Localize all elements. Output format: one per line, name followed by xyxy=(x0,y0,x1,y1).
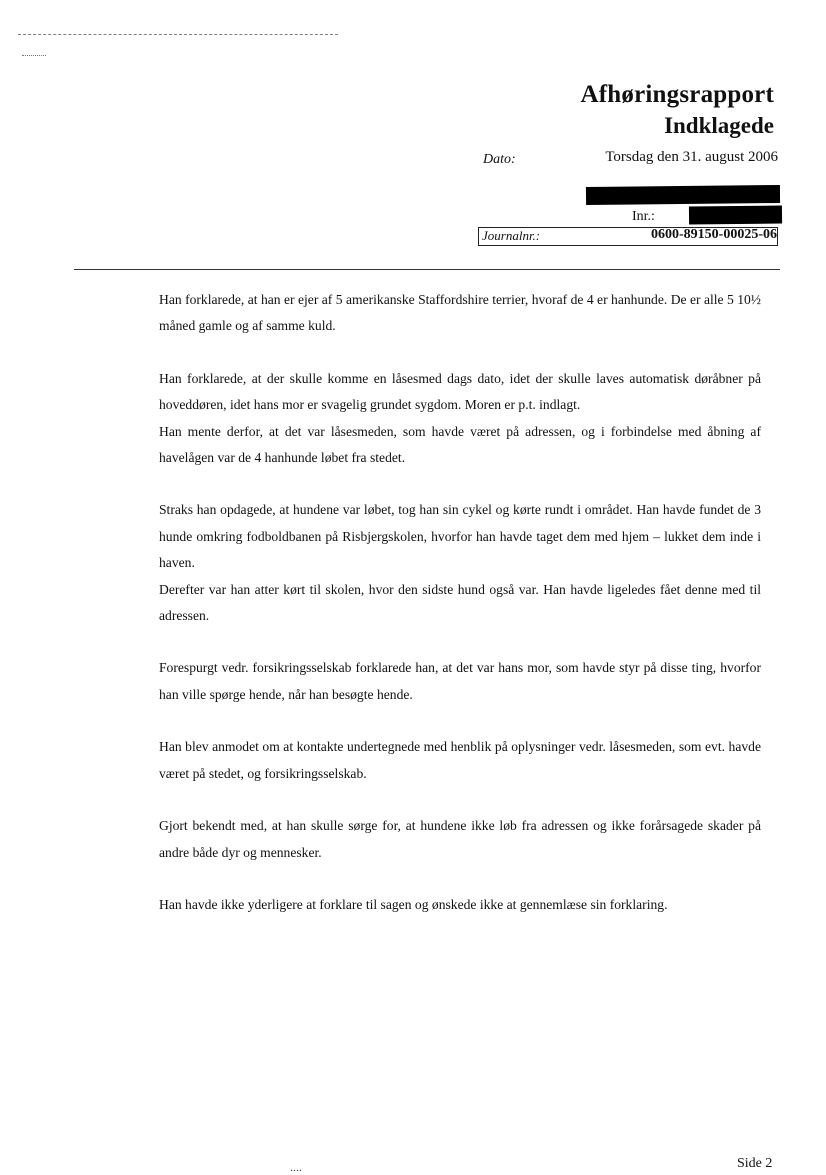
date-value: Torsdag den 31. august 2006 xyxy=(605,149,778,165)
paragraph: Han mente derfor, at det var låsesmeden, som havde været på adressen, og i forbindelse med åbning af havelågen var de 4 hanhunde løbet fra stedet. xyxy=(159,423,761,466)
date-label: Dato: xyxy=(483,152,516,167)
redaction-bar xyxy=(689,206,782,225)
paragraph: Gjort bekendt med, at han skulle sørge for, at hundene ikke løb fra adressen og ikke forårsagede skader på andre både dyr og mennesker. xyxy=(159,818,761,860)
header-divider xyxy=(74,269,780,270)
paragraph: Derefter var han atter kørt til skolen, hvor den sidste hund også var. Han havde ligeledes fået denne med til adressen. xyxy=(159,581,761,624)
journal-label: Journalnr.: xyxy=(482,228,541,243)
journal-number-box xyxy=(478,227,778,246)
scan-artifact-line xyxy=(18,34,338,35)
paragraph: Han blev anmodet om at kontakte undertegnede med henblik på oplysninger vedr. låsesmeden, som evt. havde været på stedet, og forsikringsselskab. xyxy=(159,739,761,781)
paragraph: Straks han opdagede, at hundene var løbet, tog han sin cykel og kørte rundt i området. Han havde fundet de 3 hunde omkring fodboldbanen på Risbjergskolen, hvorfor han havde taget dem med hjem – lukket dem inde i haven. xyxy=(159,502,761,571)
report-title: Afhøringsrapport xyxy=(580,81,774,108)
page-number: Side 2 xyxy=(737,1156,773,1171)
scan-artifact-dots xyxy=(22,55,46,56)
inr-label: Inr.: xyxy=(632,209,655,224)
report-subtitle: Indklagede xyxy=(664,113,774,138)
report-body xyxy=(159,287,761,944)
paragraph: Forespurgt vedr. forsikringsselskab forklarede han, at det var hans mor, som havde styr på disse ting, hvorfor han ville spørge hende, når han besøgte hende. xyxy=(159,660,761,702)
footer-artifact: .... xyxy=(290,1160,302,1174)
redaction-bar xyxy=(586,185,780,205)
paragraph: Han forklarede, at han er ejer af 5 amerikanske Staffordshire terrier, hvoraf de 4 er hanhunde. De er alle 5 10½ måned gamle og af samme kuld. xyxy=(159,292,761,334)
paragraph: Han forklarede, at der skulle komme en låsesmed dags dato, idet der skulle laves automatisk døråbner på hoveddøren, idet hans mor er svagelig grundet sygdom. Moren er p.t. indlagt. xyxy=(159,370,761,413)
paragraph: Han havde ikke yderligere at forklare til sagen og ønskede ikke at gennemlæse sin forklaring. xyxy=(159,896,668,912)
journal-number: 0600-89150-00025-06 xyxy=(651,227,777,242)
